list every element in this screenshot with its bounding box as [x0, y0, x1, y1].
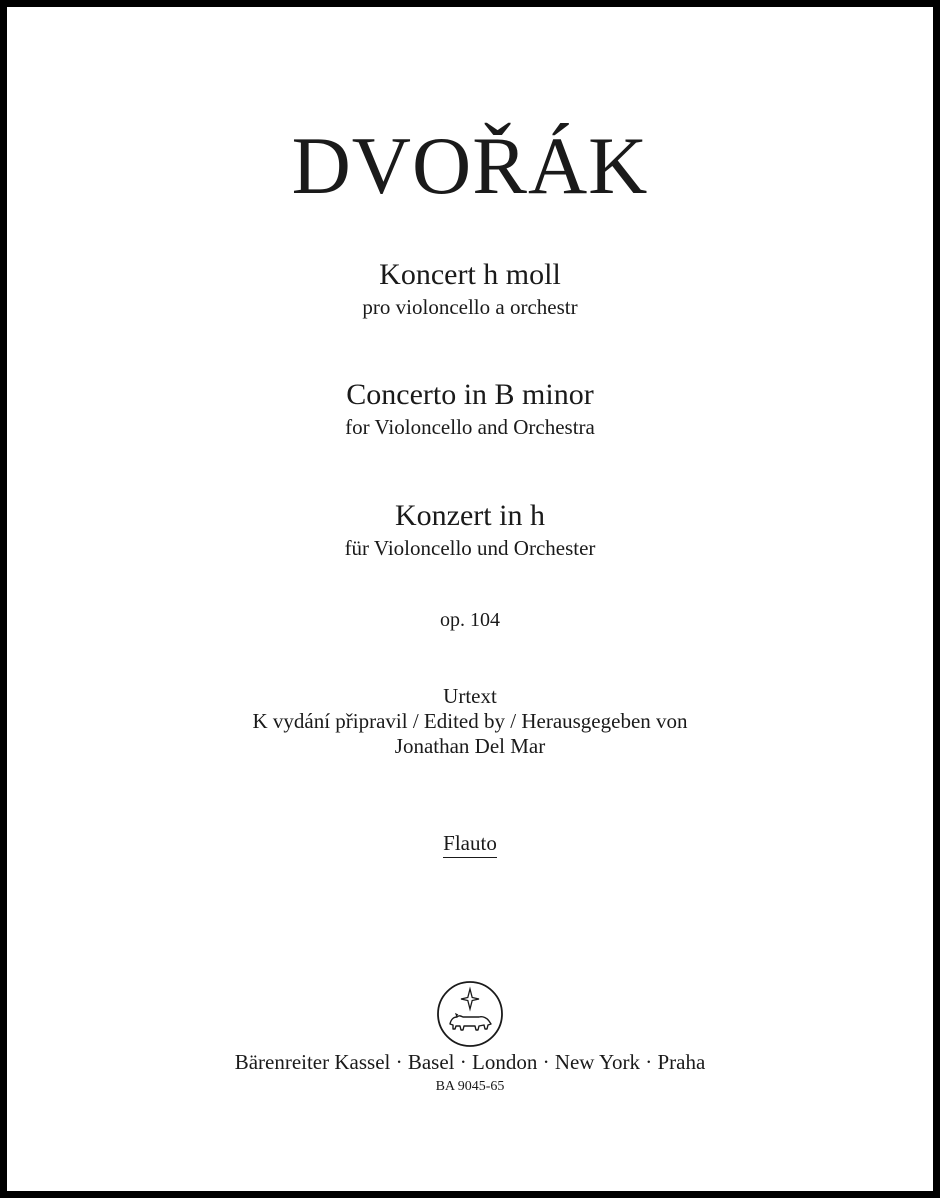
title-english: Concerto in B minor — [346, 378, 594, 411]
edited-by-label: K vydání připravil / Edited by / Herausgegeben von — [252, 709, 688, 733]
subtitle-english: for Violoncello and Orchestra — [345, 415, 595, 439]
publisher-line: Bärenreiter Kassel · Basel · London · New York · Praha — [234, 1050, 706, 1074]
subtitle-czech: pro violoncello a orchestr — [362, 295, 578, 319]
barenreiter-bear-star-logo-icon — [435, 979, 505, 1049]
score-title-page — [7, 7, 933, 1191]
part-label-wrapper — [7, 833, 933, 858]
part-name: Flauto — [443, 833, 497, 858]
title-german: Konzert in h — [395, 499, 545, 532]
title-czech: Koncert h moll — [379, 258, 561, 291]
edition-type: Urtext — [443, 684, 497, 708]
subtitle-german: für Violoncello und Orchester — [344, 536, 596, 560]
editor-name: Jonathan Del Mar — [394, 734, 546, 758]
opus-number: op. 104 — [440, 609, 500, 631]
composer-name: DVOŘÁK — [291, 120, 649, 211]
catalog-number: BA 9045-65 — [435, 1079, 505, 1094]
